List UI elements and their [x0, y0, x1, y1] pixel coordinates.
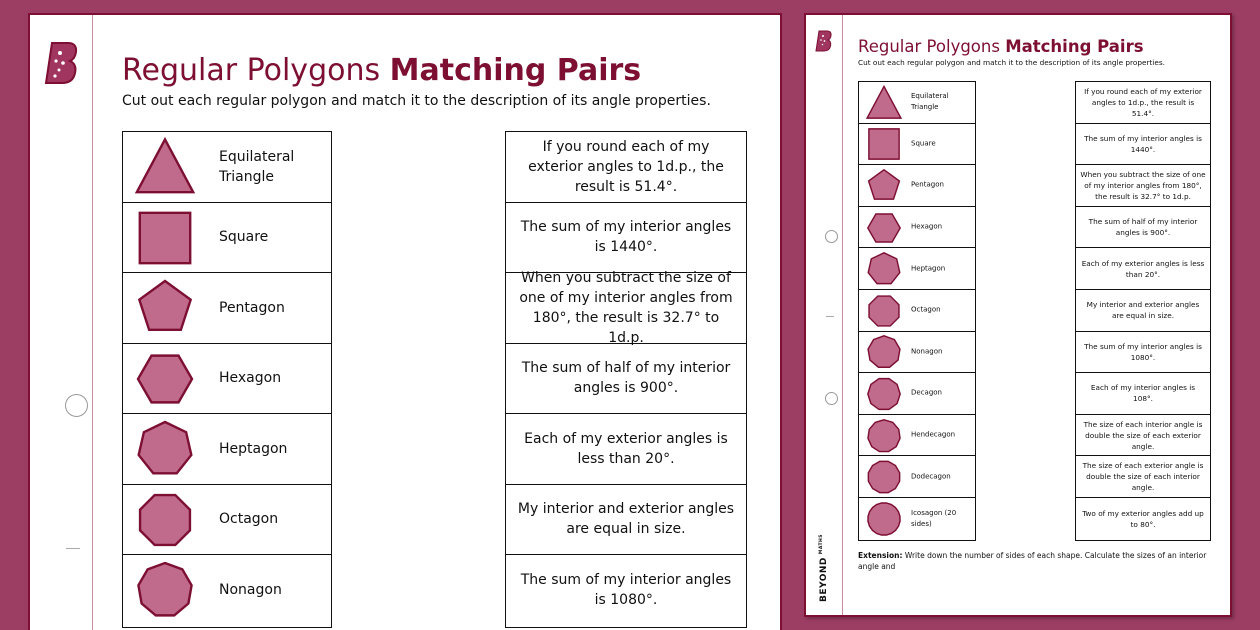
description-card — [1076, 124, 1210, 166]
margin-line — [92, 15, 93, 630]
decagon-shape-icon — [866, 376, 902, 412]
description-card-table — [1075, 81, 1211, 541]
heptagon-shape-icon — [866, 251, 902, 287]
square-shape-icon — [866, 126, 902, 162]
extension-label: Extension: — [858, 551, 903, 560]
shape-card — [859, 124, 975, 166]
shape-name: Octagon — [219, 511, 279, 528]
shape-card — [859, 498, 975, 540]
description-card — [506, 414, 746, 485]
description-card — [1076, 415, 1210, 457]
description-card — [1076, 82, 1210, 124]
octagon-shape-icon — [866, 293, 902, 329]
shape-name: Heptagon — [219, 440, 288, 457]
icosagon-shape-icon — [866, 501, 902, 537]
square-shape-icon — [135, 208, 195, 268]
shape-card — [123, 273, 331, 344]
page-title — [122, 53, 641, 88]
shape-name: Square — [219, 229, 269, 246]
beyond-logo-icon — [44, 41, 80, 85]
angle-description: The size of each interior angle is double the size of each exterior angle. — [1083, 419, 1203, 451]
shape-card — [859, 415, 975, 457]
shape-card — [123, 414, 331, 485]
punch-hole — [825, 230, 838, 243]
shape-card — [859, 332, 975, 374]
description-card — [1076, 165, 1210, 207]
shape-name: Nonagon — [219, 582, 282, 599]
shape-card — [859, 165, 975, 207]
shape-name: Nonagon — [911, 347, 943, 356]
shape-card — [859, 290, 975, 332]
nonagon-shape-icon — [866, 334, 902, 370]
extension-task — [858, 550, 1218, 572]
description-card — [1076, 373, 1210, 415]
hendecagon-shape-icon — [866, 418, 902, 454]
angle-description: Two of my exterior angles add up to 80°. — [1082, 508, 1204, 529]
shape-name: Hexagon — [219, 370, 282, 387]
description-card — [506, 555, 746, 626]
title-regular: Regular Polygons — [122, 53, 390, 88]
shape-name: Equilateral Triangle — [219, 148, 295, 185]
angle-description: If you round each of my exterior angles to 1d.p., the result is 51.4°. — [1084, 86, 1202, 118]
shape-name: Equilateral Triangle — [911, 92, 949, 112]
shape-name: Square — [911, 139, 936, 148]
pentagon-shape-icon — [866, 168, 902, 204]
punch-hole — [825, 392, 838, 405]
margin-line — [842, 15, 843, 615]
nonagon-shape-icon — [135, 560, 195, 620]
angle-description: The sum of half of my interior angles is 900°. — [521, 360, 731, 397]
description-card — [1076, 290, 1210, 332]
description-card — [506, 485, 746, 556]
angle-description: The sum of my interior angles is 1080°. — [520, 572, 732, 609]
page-subtitle: Cut out each regular polygon and match it to the description of its angle properties. — [122, 93, 711, 109]
shape-card — [859, 82, 975, 124]
shape-card — [123, 555, 331, 626]
equilateral-shape-icon — [866, 85, 902, 121]
brand-small: MATHS — [819, 533, 824, 555]
shape-name: Pentagon — [911, 180, 944, 189]
hexagon-shape-icon — [866, 210, 902, 246]
fold-mark — [826, 316, 834, 317]
angle-description: Each of my interior angles is 108°. — [1090, 383, 1196, 404]
angle-description: Each of my exterior angles is less than 20°. — [524, 430, 728, 467]
brand-wordmark — [819, 534, 829, 602]
shape-card — [859, 373, 975, 415]
shape-card-table — [122, 131, 332, 628]
octagon-shape-icon — [135, 490, 195, 550]
shape-name: Icosagon (20 sides) — [911, 508, 957, 528]
description-card — [506, 132, 746, 203]
description-card — [506, 344, 746, 415]
worksheet-page-zoomed — [28, 13, 782, 630]
shape-card — [123, 132, 331, 203]
shape-name: Decagon — [911, 388, 942, 397]
angle-description: If you round each of my exterior angles to 1d.p., the result is 51.4°. — [528, 138, 724, 195]
shape-name: Heptagon — [911, 264, 946, 273]
shape-card — [123, 203, 331, 274]
angle-description: Each of my exterior angles is less than 20°. — [1081, 258, 1205, 279]
brand-main: BEYOND — [819, 557, 829, 602]
description-card — [506, 269, 746, 346]
angle-description: When you subtract the size of one of my interior angles from 180°, the result is 32.7° to 1d.p. — [1080, 169, 1206, 201]
shape-card-table — [858, 81, 976, 541]
angle-description: The sum of my interior angles is 1440°. — [1084, 133, 1202, 154]
shape-name: Octagon — [911, 305, 941, 314]
title-bold: Matching Pairs — [389, 53, 642, 88]
title-regular: Regular Polygons — [858, 37, 1006, 56]
shape-name: Pentagon — [219, 299, 285, 316]
shape-name: Hendecagon — [911, 430, 956, 439]
description-card — [1076, 248, 1210, 290]
shape-name: Dodecagon — [911, 472, 951, 481]
description-card — [1076, 498, 1210, 540]
shape-name: Hexagon — [911, 222, 943, 231]
page-title — [858, 37, 1144, 56]
shape-card — [859, 456, 975, 498]
beyond-logo-icon — [815, 30, 833, 52]
extension-text: Write down the number of sides of each shape. Calculate the sizes of an interior angle and — [858, 551, 1207, 571]
worksheet-page-full — [804, 13, 1232, 617]
dodecagon-shape-icon — [866, 459, 902, 495]
angle-description: My interior and exterior angles are equal in size. — [517, 501, 735, 538]
angle-description: My interior and exterior angles are equal in size. — [1086, 300, 1200, 321]
angle-description: When you subtract the size of one of my interior angles from 180°, the result is 32.7° to 1d.p. — [519, 269, 733, 346]
punch-hole — [65, 394, 88, 417]
page-subtitle: Cut out each regular polygon and match it to the description of its angle properties. — [858, 58, 1165, 67]
equilateral-shape-icon — [135, 137, 195, 197]
description-card — [1076, 332, 1210, 374]
description-card — [1076, 456, 1210, 498]
hexagon-shape-icon — [135, 349, 195, 409]
shape-card — [123, 344, 331, 415]
heptagon-shape-icon — [135, 419, 195, 479]
shape-card — [859, 207, 975, 249]
title-bold: Matching Pairs — [1005, 37, 1144, 56]
fold-mark — [66, 548, 80, 549]
description-card — [1076, 207, 1210, 249]
shape-card — [123, 485, 331, 556]
description-card-table — [505, 131, 747, 628]
shape-card — [859, 248, 975, 290]
angle-description: The size of each exterior angle is double the size of each interior angle. — [1082, 461, 1204, 493]
description-card — [506, 203, 746, 274]
pentagon-shape-icon — [135, 278, 195, 338]
angle-description: The sum of my interior angles is 1440°. — [520, 219, 732, 256]
angle-description: The sum of half of my interior angles is 900°. — [1088, 217, 1198, 238]
angle-description: The sum of my interior angles is 1080°. — [1084, 341, 1202, 362]
